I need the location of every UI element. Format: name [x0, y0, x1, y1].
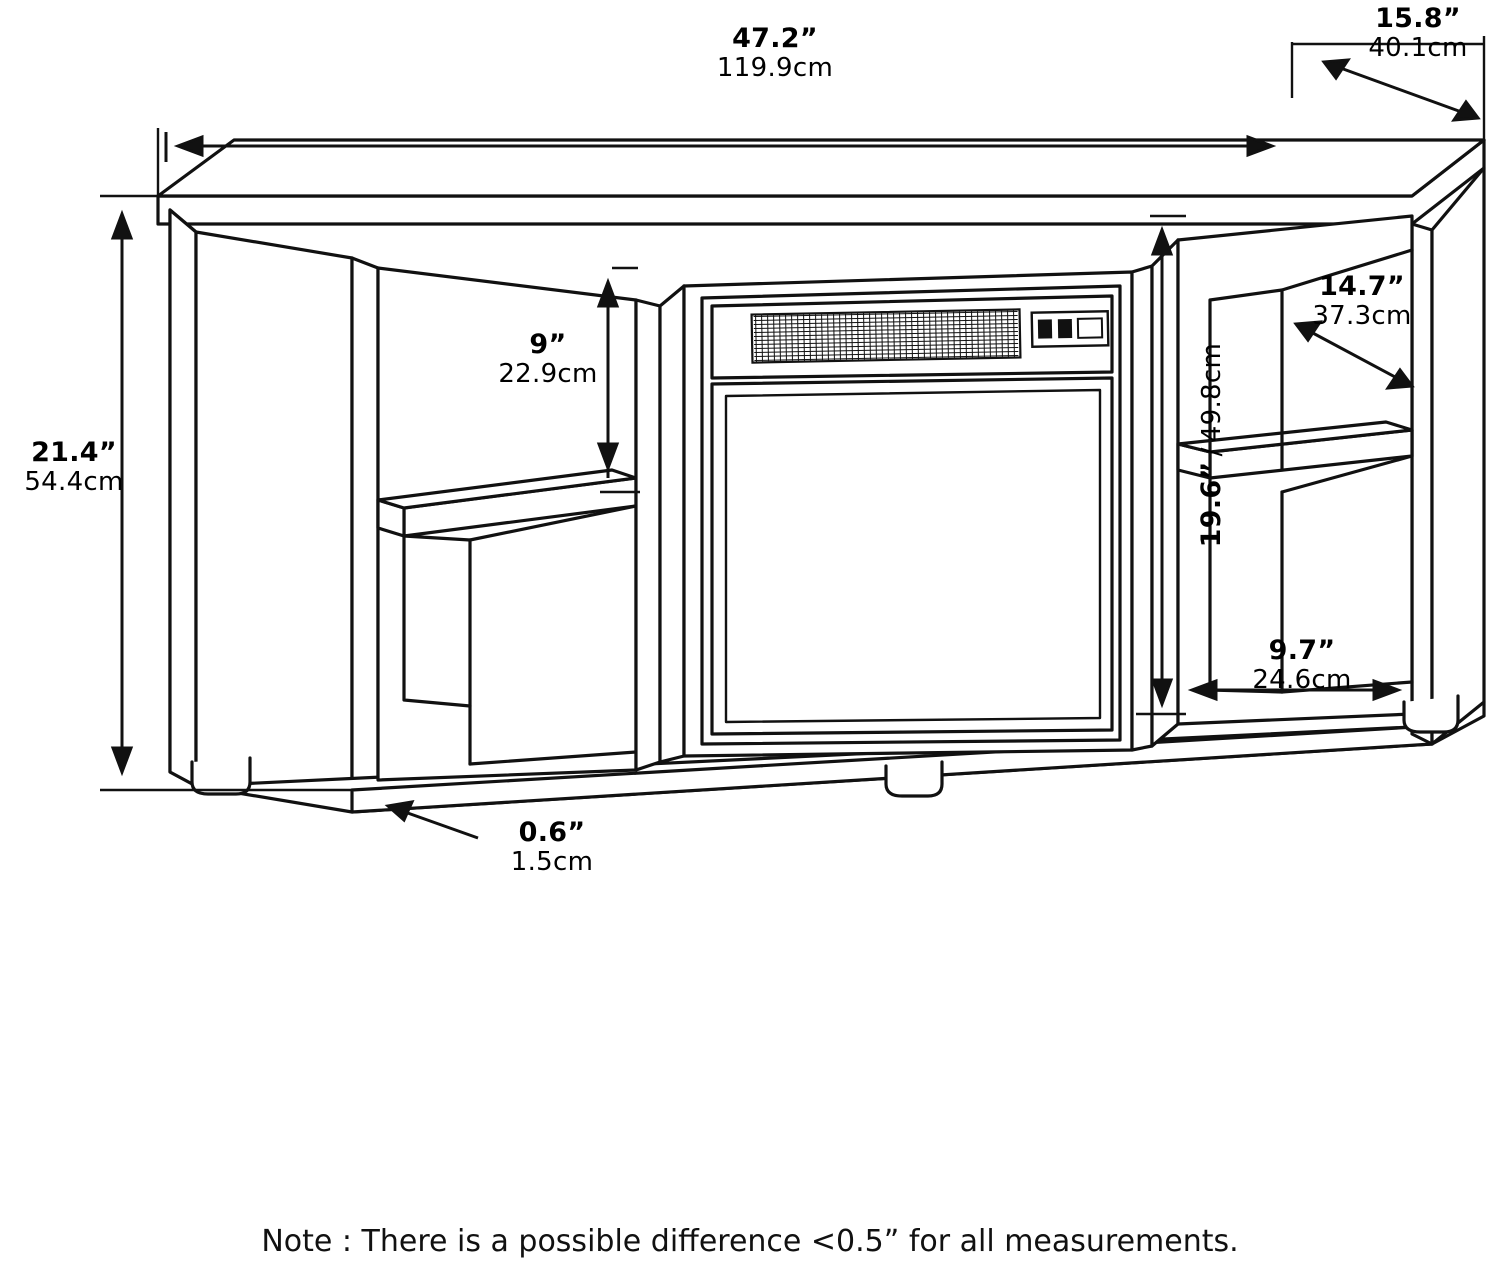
dim-overall-depth-cm: 40.1cm	[1368, 33, 1468, 64]
left-divider-edge	[352, 258, 378, 790]
center-right-divider-face	[1152, 240, 1178, 746]
dim-right-shelf-width-cm: 24.6cm	[1252, 665, 1352, 696]
dim-overall-height-inches: 21.4”	[31, 437, 117, 468]
left-side-panel-face	[170, 210, 196, 786]
dim-left-opening-inches: 9”	[529, 329, 567, 360]
foot-right	[1404, 696, 1458, 732]
dim-overall-height-cm: 54.4cm	[24, 467, 124, 498]
dim-overall-depth	[1292, 36, 1484, 140]
center-left-divider-face	[660, 286, 684, 762]
dim-overall-depth-inches: 15.8”	[1375, 3, 1461, 34]
dim-right-shelf-width-inches: 9.7”	[1268, 635, 1336, 666]
dim-right-shelf-depth-inches: 14.7”	[1319, 271, 1405, 302]
control-display	[1078, 318, 1102, 337]
center-left-divider	[636, 300, 660, 770]
dim-left-opening-cm: 22.9cm	[498, 359, 598, 390]
control-button-1	[1038, 319, 1052, 338]
dim-overall-width-inches: 47.2”	[732, 23, 818, 54]
left-inner-side	[196, 232, 352, 790]
dim-panel-thickness-cm: 1.5cm	[510, 847, 594, 878]
right-side-panel	[1412, 224, 1432, 744]
foot-left	[192, 758, 250, 794]
dim-fireplace-cm: 49.8cm	[1196, 342, 1227, 443]
foot-center	[886, 762, 942, 796]
dim-fireplace-inches: 19.6”	[1195, 461, 1227, 548]
dim-overall-width-cm: 119.9cm	[716, 53, 834, 84]
glass-inner-bevel	[726, 390, 1100, 722]
control-button-2	[1058, 319, 1072, 338]
measurement-note: Note : There is a possible difference <0.5” for all measurements.	[261, 1224, 1239, 1259]
top-panel-surface	[158, 140, 1484, 196]
center-right-divider	[1132, 266, 1152, 750]
right-side-panel-outer	[1432, 168, 1484, 744]
dim-right-shelf-depth-cm: 37.3cm	[1312, 301, 1412, 332]
dim-fireplace-separator: /	[1196, 447, 1227, 457]
dim-panel-thickness-inches: 0.6”	[518, 817, 586, 848]
